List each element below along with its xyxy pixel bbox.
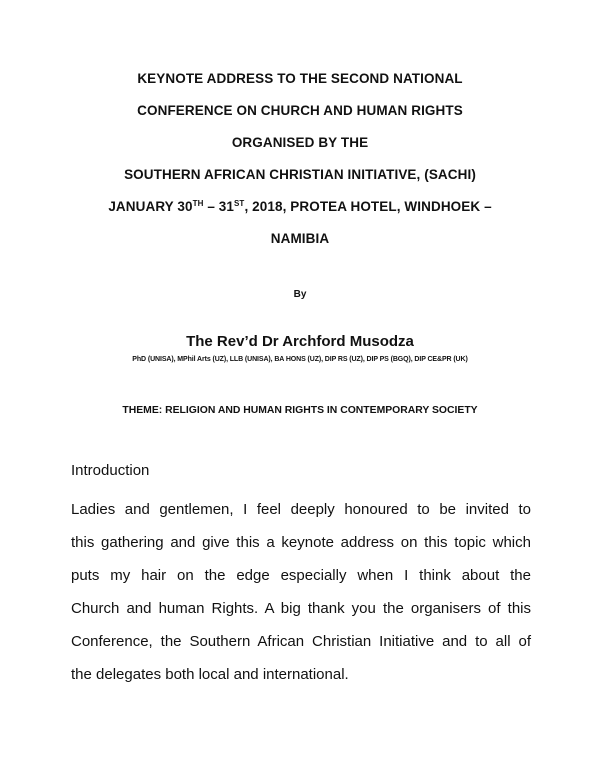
title-line-4: SOUTHERN AFRICAN CHRISTIAN INITIATIVE, (SACHI) — [124, 167, 476, 182]
date-start-suffix: TH — [192, 199, 204, 208]
paragraph-line: Conference, the Southern African Christian Initiative and to all of — [71, 633, 531, 650]
title-line-5-date-venue — [0, 191, 600, 223]
title-line-1: KEYNOTE ADDRESS TO THE SECOND NATIONAL — [137, 71, 463, 86]
paragraph-line: Ladies and gentlemen, I feel deeply honoured to be invited to — [71, 501, 531, 518]
author-name: The Rev’d Dr Archford Musodza — [186, 333, 414, 350]
title-line-2: CONFERENCE ON CHURCH AND HUMAN RIGHTS — [137, 103, 463, 118]
section-heading: Introduction — [71, 462, 150, 479]
date-start: JANUARY 30 — [108, 199, 193, 214]
introduction-paragraph — [71, 493, 531, 691]
byline: By — [293, 289, 307, 300]
date-end-suffix: ST — [234, 199, 245, 208]
paragraph-line: puts my hair on the edge especially when I think about the — [71, 567, 531, 584]
paragraph-line: the delegates both local and international. — [71, 666, 349, 683]
title-line-3: ORGANISED BY THE — [231, 135, 369, 150]
year-venue: , 2018, PROTEA HOTEL, WINDHOEK – — [244, 199, 492, 214]
document-title — [0, 63, 600, 255]
paragraph-line: Church and human Rights. A big thank you the organisers of this — [71, 600, 531, 617]
paragraph-line: this gathering and give this a keynote address on this topic which — [71, 534, 531, 551]
date-end: – 31 — [203, 199, 234, 214]
theme-statement: THEME: RELIGION AND HUMAN RIGHTS IN CONTEMPORARY SOCIETY — [122, 405, 478, 416]
title-line-6: NAMIBIA — [270, 231, 330, 246]
author-credentials: PhD (UNISA), MPhil Arts (UZ), LLB (UNISA), BA HONS (UZ), DIP RS (UZ), DIP PS (BGQ), DIP CE&PR (UK) — [132, 356, 468, 363]
